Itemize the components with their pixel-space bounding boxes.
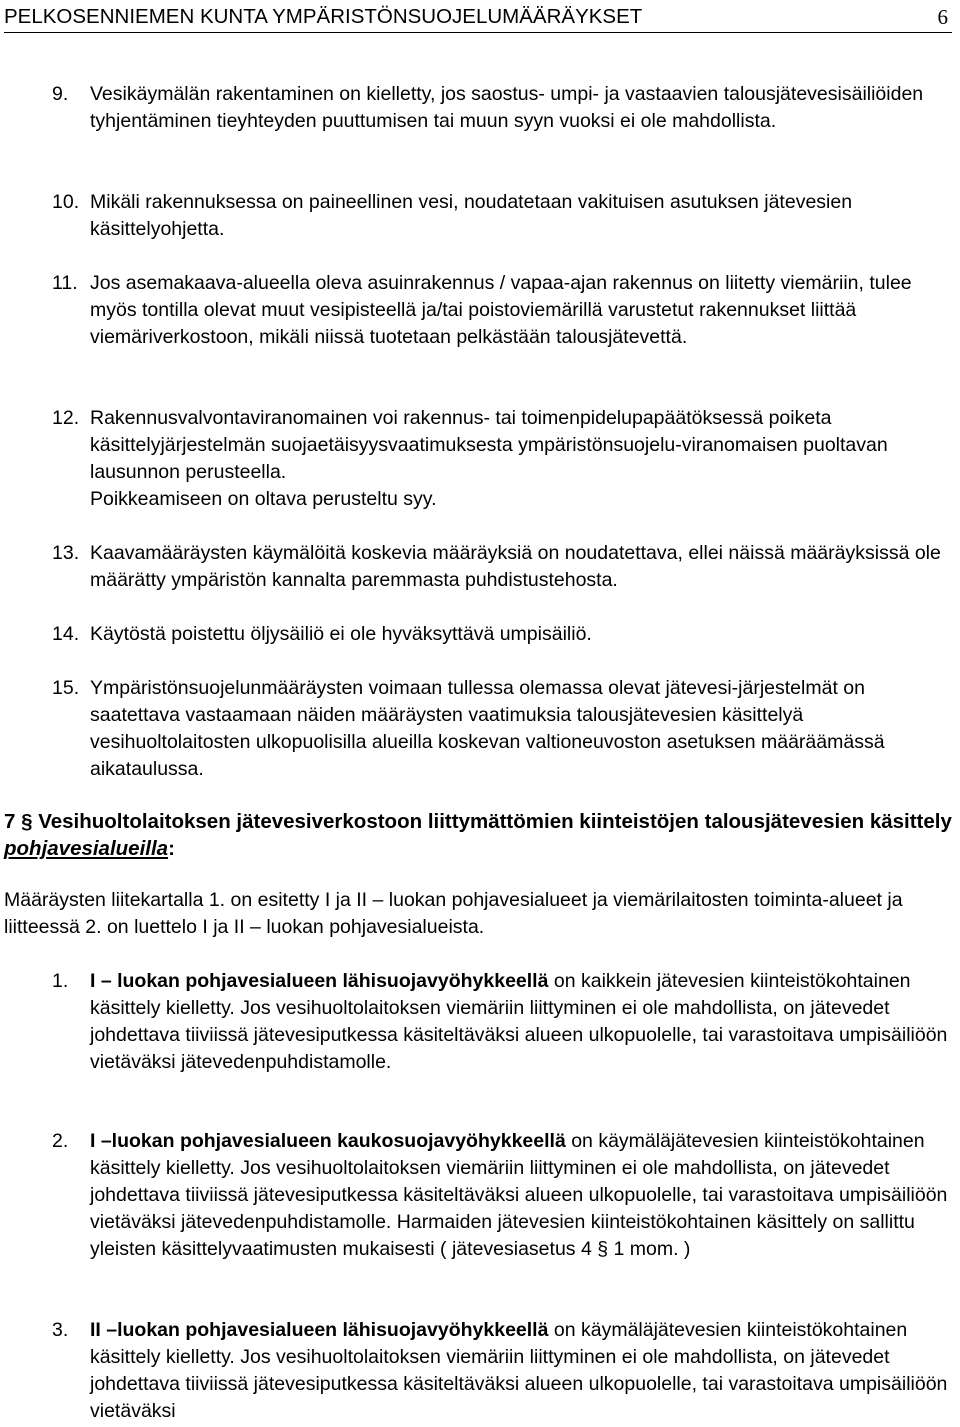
page-header [4, 4, 952, 33]
list-item [52, 675, 952, 783]
item-number: 2. [52, 1130, 69, 1152]
item-body: on käymäläjätevesien kiinteistökohtainen käsittely kielletty. Jos vesihuoltolaitoksen viemäriin liittyminen ei ole mahdollista, on jätevedet johdettava tiiviissä jätevesiputkessa käsiteltäväksi alueen ulkopuolelle, tai varastoitava umpisäiliöön vietäväksi [90, 1319, 948, 1422]
item-number: 10. [52, 191, 80, 213]
item-number: 15. [52, 677, 80, 699]
list-item [52, 405, 952, 513]
list-item [52, 270, 952, 351]
list-item [52, 1317, 952, 1425]
item-bold-lead: I – luokan pohjavesialueen lähisuojavyöhykkeellä [90, 970, 549, 992]
item-text: Vesikäymälän rakentaminen on kielletty, jos saostus- umpi- ja vastaavien talousjätevesisäiliöiden tyhjentäminen tieyhteyden puuttumisen tai muun syyn vuoksi ei ole mahdollista. [90, 83, 924, 132]
page-number: 6 [937, 5, 948, 29]
list-item [52, 189, 952, 243]
list-item [52, 968, 952, 1076]
section-heading-underlined: pohjavesialueilla [4, 837, 169, 860]
list-item [52, 621, 952, 648]
item-text-continued: Poikkeamiseen on oltava perusteltu syy. [90, 488, 437, 510]
document-title: PELKOSENNIEMEN KUNTA YMPÄRISTÖNSUOJELUMÄÄRÄYKSET [4, 5, 643, 28]
section-heading-main: 7 § Vesihuoltolaitoksen jätevesiverkostoon liittymättömien kiinteistöjen talousjätevesien käsittely [4, 810, 952, 833]
section-heading [4, 808, 954, 862]
item-number: 14. [52, 623, 80, 645]
item-text [90, 1128, 952, 1263]
item-bold-lead: I –luokan pohjavesialueen kaukosuojavyöhykkeellä [90, 1130, 566, 1152]
section-heading-end: : [168, 837, 175, 860]
item-number: 12. [52, 407, 80, 429]
list-item [52, 81, 952, 135]
item-number: 11. [52, 272, 78, 294]
section-intro: Määräysten liitekartalla 1. on esitetty I ja II – luokan pohjavesialueet ja viemärilaitosten toiminta-alueet ja liitteessä 2. on luettelo I ja II – luokan pohjavesialueista. [4, 889, 903, 938]
item-bold-lead: II –luokan pohjavesialueen lähisuojavyöhykkeellä [90, 1319, 549, 1341]
item-text [90, 1317, 952, 1425]
item-text: Mikäli rakennuksessa on paineellinen vesi, noudatetaan vakituisen asutuksen jätevesien käsittelyohjetta. [90, 191, 853, 240]
item-number: 3. [52, 1319, 69, 1341]
item-text: Ympäristönsuojelunmääräysten voimaan tullessa olemassa olevat jätevesi-järjestelmät on saatettava vastaamaan näiden määräysten vaatimuksia talousjätevesien käsittelyä vesihuoltolaitosten ulkopuolisilla alueilla koskevan valtioneuvoston asetuksen määräämässä aikataulussa. [90, 677, 885, 780]
item-text [90, 968, 952, 1076]
item-text: Käytöstä poistettu öljysäiliö ei ole hyväksyttävä umpisäiliö. [90, 623, 592, 645]
item-body: on kaikkein jätevesien kiinteistökohtainen käsittely kielletty. Jos vesihuoltolaitoksen viemäriin liittyminen ei ole mahdollista, on jätevedet johdettava tiiviissä jätevesiputkessa käsiteltäväksi alueen ulkopuolelle, tai varastoitava umpisäiliöön vietäväksi jätevedenpuhdistamolle. [90, 970, 948, 1073]
item-number: 1. [52, 970, 69, 992]
item-number: 9. [52, 83, 69, 105]
list-item [52, 1128, 952, 1263]
item-text: Rakennusvalvontaviranomainen voi rakennus- tai toimenpidelupapäätöksessä poiketa käsittelyjärjestelmän suojaetäisyysvaatimuksesta ympäristönsuojelu-viranomaisen puoltavan lausunnon perusteella. [90, 407, 888, 483]
item-body: on käymäläjätevesien kiinteistökohtainen käsittely kielletty. Jos vesihuoltolaitoksen viemäriin liittyminen ei ole mahdollista, on jätevedet johdettava tiiviissä jätevesiputkessa käsiteltäväksi alueen ulkopuolelle, tai varastoitava umpisäiliöön vietäväksi jätevedenpuhdistamolle. Harmaiden jätevesien kiinteistökohtainen käsittely on sallittu yleisten käsittelyvaatimusten mukaisesti ( jätevesiasetus 4 § 1 mom. ) [90, 1130, 948, 1260]
list-item [52, 540, 952, 594]
item-number: 13. [52, 542, 80, 564]
item-text: Jos asemakaava-alueella oleva asuinrakennus / vapaa-ajan rakennus on liitetty viemäriin, tulee myös tontilla olevat muut vesipisteellä ja/tai poistoviemärillä varustetut rakennukset liittää viemäriverkostoon, mikäli niissä tuotetaan pelkästään talousjätevettä. [90, 272, 912, 348]
item-text: Kaavamääräysten käymälöitä koskevia määräyksiä on noudatettava, ellei näissä määräyksissä ole määrätty ympäristön kannalta paremmasta puhdistustehosta. [90, 542, 941, 591]
